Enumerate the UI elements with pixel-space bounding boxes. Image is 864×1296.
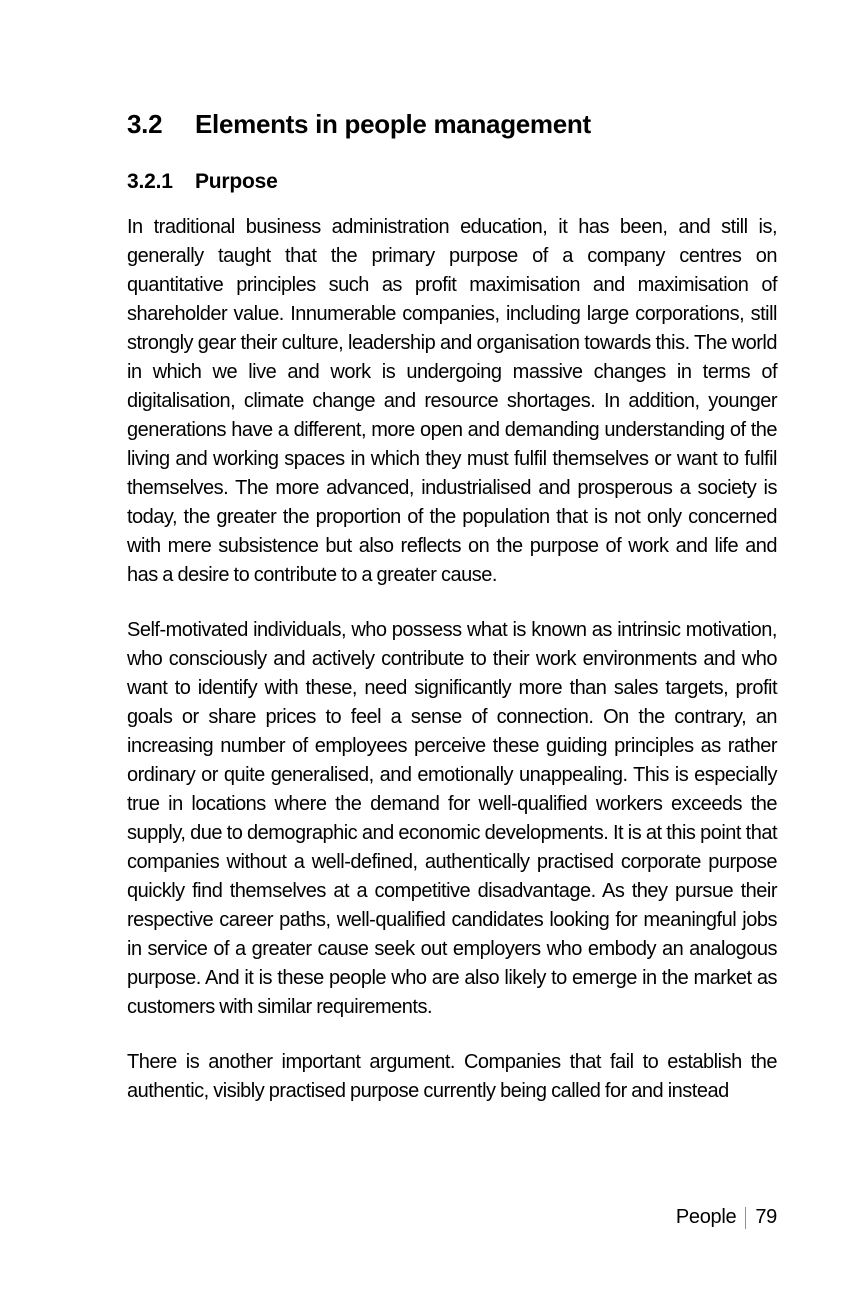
- paragraph-1: In traditional business administration education, it has been, and still is, generally taught that the primary purpose of a company centres on quantitative principles such as profit maximisation and maximisation of shareholder value. Innumerable companies, including large corporations, still strongly gear their culture, leadership and organisation towards this. The world in which we live and work is undergoing massive changes in terms of digitalisation, climate change and resource shortages. In addition, younger generations have a different, more open and demanding understanding of the living and working spaces in which they must fulfil themselves or want to fulfil themselves. The more advanced, industrialised and prosperous a society is today, the greater the proportion of the population that is not only concerned with mere subsistence but also reflects on the purpose of work and life and has a desire to contribute to a greater cause.: [127, 216, 777, 586]
- footer-chapter-label: People: [675, 1206, 737, 1228]
- subsection-heading: [127, 170, 777, 193]
- body-text: [127, 213, 777, 1106]
- section-title: Elements in people management: [195, 109, 591, 139]
- footer-page-number: 79: [755, 1206, 777, 1228]
- footer-separator: [745, 1207, 746, 1229]
- subsection-title: Purpose: [195, 170, 278, 193]
- subsection-number: 3.2.1: [127, 170, 173, 193]
- paragraph-2: Self-motivated individuals, who possess what is known as intrinsic motivation, who consciously and actively contribute to their work environments and who want to identify with these, need significantly more than sales targets, profit goals or share prices to feel a sense of connection. On the contrary, an increasing number of employees perceive these guiding principles as rather ordinary or quite generalised, and emotionally unappealing. This is especially true in locations where the demand for well-qualified workers exceeds the supply, due to demographic and economic developments. It is at this point that companies without a well-defined, authentically practised corporate purpose quickly find themselves at a competitive disadvantage. As they pursue their respective career paths, well-qualified candidates looking for meaningful jobs in service of a greater cause seek out employers who embody an analogous purpose. And it is these people who are also likely to emerge in the market as customers with similar requirements.: [127, 619, 777, 1018]
- paragraph-3: There is another important argument. Companies that fail to establish the authentic, visibly practised purpose currently being called for and instead: [127, 1051, 777, 1102]
- section-heading: [127, 110, 777, 139]
- page-footer: [676, 1206, 777, 1229]
- section-number: 3.2: [127, 109, 163, 139]
